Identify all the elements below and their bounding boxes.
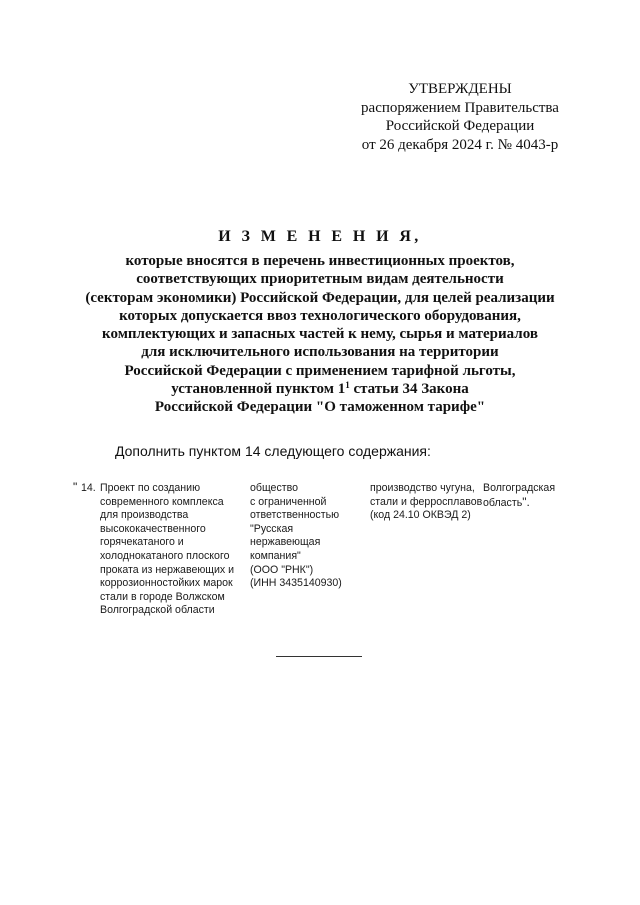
intro-paragraph: Дополнить пунктом 14 следующего содержания: xyxy=(115,443,431,459)
project-line: холоднокатаного плоского xyxy=(100,549,230,562)
heading-line: которых допускается ввоз технологического оборудования, xyxy=(119,307,521,324)
project-line: современного комплекса xyxy=(100,495,224,508)
law-reference-text: статьи 34 Закона xyxy=(349,381,469,398)
region-line xyxy=(483,496,555,511)
project-line: Волгоградской области xyxy=(100,604,215,617)
project-line: стали в городе Волжском xyxy=(100,590,225,603)
region-line: Волгоградская xyxy=(483,482,556,494)
organization-line: (ООО "РНК") xyxy=(250,563,314,576)
project-description xyxy=(100,482,234,618)
organization-line: ответственностью xyxy=(250,509,340,522)
heading-title: И З М Е Н Е Н И Я, xyxy=(218,228,422,245)
project-line: проката из нержавеющих и xyxy=(100,563,235,576)
document-heading xyxy=(40,228,600,417)
approval-title: УТВЕРЖДЕНЫ xyxy=(408,81,512,97)
closing-quote: ". xyxy=(522,494,530,509)
project-line: коррозионностойких марок xyxy=(100,577,233,590)
law-reference-text: установленной пунктом 1 xyxy=(171,381,346,398)
heading-line-law-reference xyxy=(40,380,600,398)
approval-date-line: от 26 декабря 2024 г. № 4043-р xyxy=(361,136,559,153)
heading-line: (секторам экономики) Российской Федерации, для целей реализации xyxy=(85,289,555,306)
heading-line: комплектующих и запасных частей к нему, сырья и материалов xyxy=(102,326,538,343)
organization-line: общество xyxy=(250,482,298,494)
activity-line: (код 24.10 ОКВЭД 2) xyxy=(370,509,471,522)
heading-line: для исключительного использования на территории xyxy=(141,344,499,361)
end-divider xyxy=(276,656,362,657)
activity-line: производство чугуна, xyxy=(370,482,475,494)
activity-description xyxy=(370,482,482,523)
superscript-number: 1 xyxy=(345,380,350,391)
region-name: область xyxy=(483,496,523,509)
heading-line: которые вносятся в перечень инвестиционных проектов, xyxy=(125,253,515,269)
approval-line: Российской Федерации xyxy=(385,118,535,134)
organization-line: нержавеющая xyxy=(250,536,321,549)
approval-stamp xyxy=(340,80,580,154)
project-line: высококачественного xyxy=(100,522,206,535)
organization-line: (ИНН 3435140930) xyxy=(250,577,342,590)
organization-line: компания" xyxy=(250,549,301,562)
project-line: горячекатаного и xyxy=(100,536,184,549)
entry-number: 14. xyxy=(81,482,96,494)
project-line: Проект по созданию xyxy=(100,482,201,494)
heading-line: Российской Федерации "О таможенном тарифе" xyxy=(154,399,486,416)
activity-line: стали и ферросплавов xyxy=(370,495,483,508)
organization-description xyxy=(250,482,342,591)
opening-quote: " xyxy=(73,480,78,494)
heading-line: соответствующих приоритетным видам деятельности xyxy=(136,271,504,288)
heading-line: Российской Федерации с применением тарифной льготы, xyxy=(124,362,516,379)
region-cell xyxy=(483,482,555,510)
project-line: для производства xyxy=(100,509,189,522)
organization-line: "Русская xyxy=(250,522,294,535)
organization-line: с ограниченной xyxy=(250,495,327,508)
approval-line: распоряжением Правительства xyxy=(361,99,559,116)
